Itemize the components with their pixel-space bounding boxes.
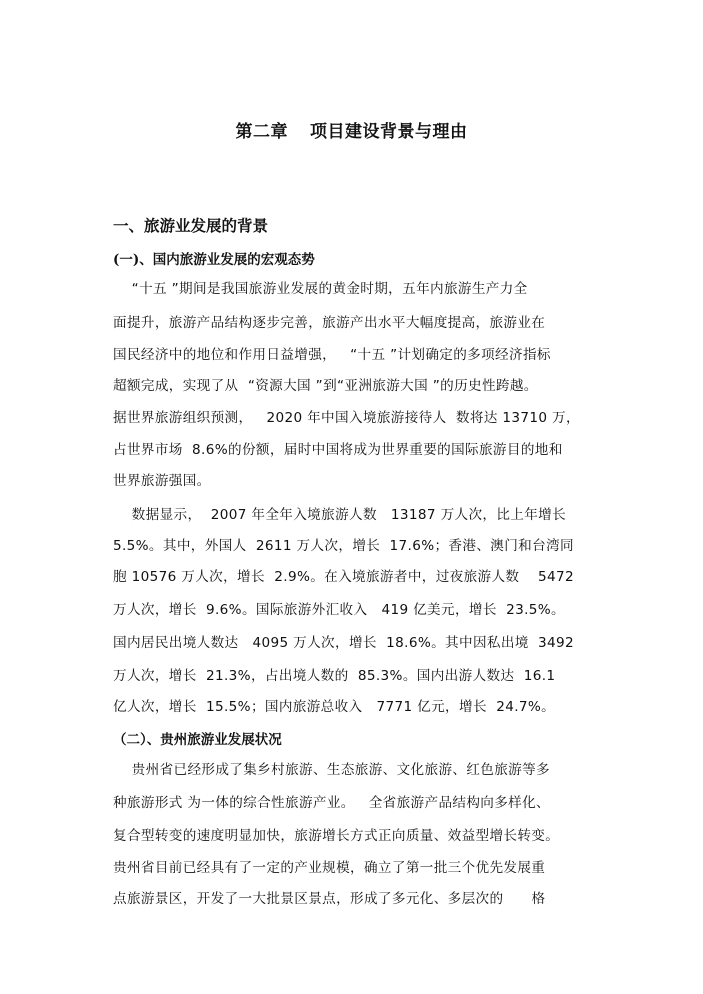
paragraph-line: 面提升，旅游产品结构逐步完善，旅游产出水平大幅度提高，旅游业在 — [113, 315, 546, 331]
paragraph-line: 万人次，增长 9.6%。国际旅游外汇收入 419 亿美元，增长 23.5%。 — [113, 602, 565, 618]
paragraph-line: “十五 ”期间是我国旅游业发展的黄金时期，五年内旅游生产力全 — [113, 281, 528, 297]
paragraph-line: 占世界市场 8.6%的份额，届时中国将成为世界重要的国际旅游目的地和 — [113, 442, 563, 458]
chapter-number: 第二章 — [235, 122, 288, 142]
subsection-heading-domestic: (一)、国内旅游业发展的宏观态势 — [113, 252, 315, 268]
paragraph-line: 贵州省目前已经具有了一定的产业规模，确立了第一批三个优先发展重 — [113, 860, 546, 876]
paragraph-line: 数据显示， 2007 年全年入境旅游人数 13187 万人次，比上年增长 — [113, 507, 567, 523]
paragraph-line: 贵州省已经形成了集乡村旅游、生态旅游、文化旅游、红色旅游等多 — [113, 762, 550, 778]
paragraph-line: 国内居民出境人数达 4095 万人次，增长 18.6%。其中因私出境 3492 — [113, 635, 575, 651]
paragraph-line: 据世界旅游组织预测， 2020 年中国入境旅游接待人 数将达 13710 万， — [113, 410, 580, 426]
paragraph-line: 种旅游形式 为一体的综合性旅游产业。 全省旅游产品结构向多样化、 — [113, 795, 550, 811]
paragraph-line: 亿人次，增长 15.5%；国内旅游总收入 7771 亿元，增长 24.7%。 — [113, 699, 556, 715]
paragraph-line: 复合型转变的速度明显加快，旅游增长方式正向质量、效益型增长转变。 — [113, 828, 560, 844]
paragraph-line: 5.5%。其中，外国人 2611 万人次，增长 17.6%；香港、澳门和台湾同 — [113, 538, 574, 554]
subsection-heading-guizhou: （二）、贵州旅游业发展状况 — [113, 732, 282, 748]
chapter-name: 项目建设背景与理由 — [310, 122, 468, 142]
paragraph-line: 世界旅游强国。 — [113, 473, 211, 489]
paragraph-line: 国民经济中的地位和作用日益增强， “十五 ”计划确定的多项经济指标 — [113, 347, 551, 363]
chapter-title — [0, 117, 703, 142]
paragraph-line: 胞 10576 万人次，增长 2.9%。在入境旅游者中，过夜旅游人数 5472 — [113, 569, 575, 585]
section-heading-background: 一、旅游业发展的背景 — [113, 216, 269, 235]
paragraph-line: 万人次，增长 21.3%，占出境人数的 85.3%。国内出游人数达 16.1 — [113, 668, 556, 684]
paragraph-line: 点旅游景区，开发了一大批景区景点，形成了多元化、多层次的 格 — [113, 891, 546, 907]
paragraph-line: 超额完成，实现了从 “资源大国 ”到“亚洲旅游大国 ”的历史性跨越。 — [113, 378, 538, 394]
